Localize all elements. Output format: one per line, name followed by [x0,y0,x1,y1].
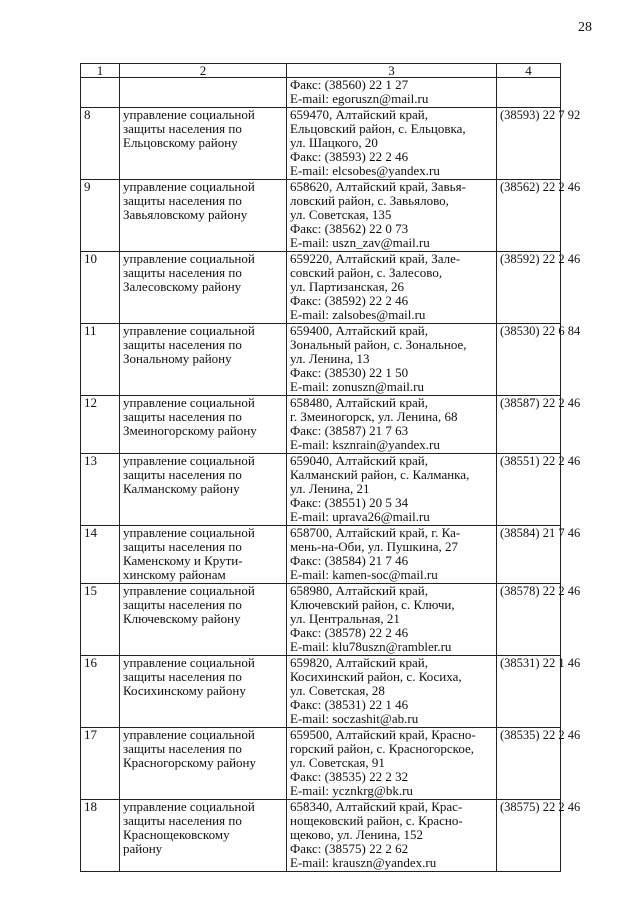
department-name-line: защиты населения по [123,265,242,280]
address-line: E-mail: soczashit@ab.ru [290,711,419,726]
department-name-line: защиты населения по [123,539,242,554]
department-name-cell [120,252,287,324]
address-line: E-mail: uszn_zav@mail.ru [290,235,430,250]
department-name-line: Красногорскому району [123,755,257,770]
department-name-cell [120,584,287,656]
address-line: ул. Советская, 135 [290,207,392,222]
department-name-line: Краснощековскому [123,827,230,842]
address-line: горский район, с. Красногорское, [290,741,474,756]
address-line: Факс: (38551) 20 5 34 [290,495,409,510]
department-name-cell [120,108,287,180]
address-line: E-mail: uprava26@mail.ru [290,509,430,524]
address-line: ул. Ленина, 13 [290,351,370,366]
column-header-1: 1 [81,64,120,78]
table-row [81,180,561,252]
address-line: 659400, Алтайский край, [290,323,428,338]
address-cell [287,180,497,252]
department-name-cell [120,800,287,872]
address-line: ловский район, с. Завьялово, [290,193,449,208]
address-cell [287,108,497,180]
address-line: мень-на-Оби, ул. Пушкина, 27 [290,539,459,554]
department-name-cell [120,526,287,584]
address-line: Калманский район, с. Калманка, [290,467,470,482]
department-name-line: защиты населения по [123,193,242,208]
department-name-cell [120,180,287,252]
address-line: 659820, Алтайский край, [290,655,428,670]
table-row [81,584,561,656]
address-line: Факс: (38592) 22 2 46 [290,293,409,308]
row-number: 9 [81,180,120,252]
continuation-fax: Факс: (38560) 22 1 27 [290,77,409,92]
department-name-cell [120,396,287,454]
address-cell [287,252,497,324]
continuation-email: E-mail: egoruszn@mail.ru [290,91,429,106]
address-line: E-mail: krauszn@yandex.ru [290,855,437,870]
row-number: 8 [81,108,120,180]
address-line: 659220, Алтайский край, Зале- [290,251,461,266]
page-number: 28 [578,20,592,35]
address-line: 658480, Алтайский край, [290,395,428,410]
address-line: 658700, Алтайский край, г. Ка- [290,525,461,540]
address-line: ул. Центральная, 21 [290,611,400,626]
department-name-line: Каменскому и Крути- [123,553,243,568]
address-line: 659040, Алтайский край, [290,453,428,468]
table-row [81,396,561,454]
address-line: Факс: (38575) 22 2 62 [290,841,409,856]
department-name-cell [120,324,287,396]
department-name-line: Калманскому району [123,481,240,496]
department-name-line: управление социальной [123,655,255,670]
table-row [81,656,561,728]
address-line: нощековский район, с. Красно- [290,813,463,828]
table-row [81,108,561,180]
continuation-row [81,78,561,108]
contacts-table [80,63,581,872]
phone-cell: (38575) 22 2 46 [497,800,561,872]
address-line: Ельцовский район, с. Ельцовка, [290,121,466,136]
department-name-line: управление социальной [123,179,255,194]
address-line: ул. Партизанская, 26 [290,279,405,294]
department-name-line: управление социальной [123,583,255,598]
column-header-2: 2 [120,64,287,78]
table-body [81,77,581,872]
address-line: E-mail: klu78uszn@rambler.ru [290,639,452,654]
phone-cell: (38535) 22 2 46 [497,728,561,800]
address-line: ул. Советская, 91 [290,755,385,770]
row-number: 14 [81,526,120,584]
department-name-line: Косихинскому району [123,683,246,698]
address-line: 659470, Алтайский край, [290,107,428,122]
address-line: E-mail: ycznkrg@bk.ru [290,783,413,798]
address-line: Косихинский район, с. Косиха, [290,669,462,684]
department-name-line: району [123,841,163,856]
continuation-num-cell [81,78,120,108]
phone-cell: (38562) 22 2 46 [497,180,561,252]
row-number: 18 [81,800,120,872]
department-name-cell [120,728,287,800]
table-row [81,728,561,800]
department-name-line: управление социальной [123,453,255,468]
row-number: 12 [81,396,120,454]
address-line: 658340, Алтайский край, Крас- [290,799,463,814]
table-row [81,454,561,526]
department-name-line: защиты населения по [123,467,242,482]
column-header-4: 4 [497,64,561,78]
address-line: Зональный район, с. Зональное, [290,337,467,352]
department-name-line: управление социальной [123,107,255,122]
phone-cell: (38593) 22 7 92 [497,108,561,180]
row-number: 13 [81,454,120,526]
department-name-line: защиты населения по [123,337,242,352]
address-line: E-mail: zalsobes@mail.ru [290,307,426,322]
department-name-line: Завьяловскому району [123,207,248,222]
table-header-row [81,64,561,78]
address-line: ул. Шацкого, 20 [290,135,378,150]
address-line: щеково, ул. Ленина, 152 [290,827,424,842]
address-cell [287,454,497,526]
address-line: E-mail: ksznrain@yandex.ru [290,437,440,452]
continuation-phone-cell [497,78,561,108]
address-line: E-mail: elcsobes@yandex.ru [290,163,440,178]
table-row [81,324,561,396]
column-header-3: 3 [287,64,497,78]
address-line: ул. Советская, 28 [290,683,385,698]
phone-cell: (38551) 22 2 46 [497,454,561,526]
address-line: совский район, с. Залесово, [290,265,443,280]
department-name-line: Ельцовскому району [123,135,238,150]
department-name-line: управление социальной [123,395,255,410]
address-line: 658980, Алтайский край, [290,583,428,598]
department-name-line: Змеиногорскому району [123,423,257,438]
department-name-line: защиты населения по [123,409,242,424]
address-line: Факс: (38535) 22 2 32 [290,769,409,784]
address-line: Факс: (38578) 22 2 46 [290,625,409,640]
department-name-line: управление социальной [123,323,255,338]
address-line: Факс: (38593) 22 2 46 [290,149,409,164]
address-line: 658620, Алтайский край, Завья- [290,179,466,194]
address-line: E-mail: kamen-soc@mail.ru [290,567,438,582]
department-name-line: Зональному району [123,351,232,366]
table-row [81,526,561,584]
address-line: Факс: (38587) 21 7 63 [290,423,409,438]
row-number: 10 [81,252,120,324]
phone-cell: (38592) 22 2 46 [497,252,561,324]
department-name-line: защиты населения по [123,669,242,684]
department-name-line: управление социальной [123,799,255,814]
address-cell [287,800,497,872]
department-name-line: хинскому районам [123,567,226,582]
address-line: Факс: (38530) 22 1 50 [290,365,409,380]
department-name-line: Залесовскому району [123,279,242,294]
phone-cell: (38587) 22 2 46 [497,396,561,454]
department-name-cell [120,454,287,526]
department-name-cell [120,656,287,728]
row-number: 17 [81,728,120,800]
address-cell [287,728,497,800]
phone-cell: (38584) 21 7 46 [497,526,561,584]
row-number: 15 [81,584,120,656]
phone-cell: (38531) 22 1 46 [497,656,561,728]
table-row [81,800,561,872]
row-number: 16 [81,656,120,728]
address-line: Факс: (38584) 21 7 46 [290,553,409,568]
address-line: Факс: (38531) 22 1 46 [290,697,409,712]
phone-cell: (38578) 22 2 46 [497,584,561,656]
department-name-line: защиты населения по [123,813,242,828]
department-name-line: защиты населения по [123,597,242,612]
address-cell [287,656,497,728]
address-cell [287,396,497,454]
address-line: г. Змеиногорск, ул. Ленина, 68 [290,409,458,424]
address-line: 659500, Алтайский край, Красно- [290,727,476,742]
address-cell [287,584,497,656]
continuation-name-cell [120,78,287,108]
department-name-line: управление социальной [123,727,255,742]
row-number: 11 [81,324,120,396]
address-line: E-mail: zonuszn@mail.ru [290,379,424,394]
address-line: ул. Ленина, 21 [290,481,370,496]
department-name-line: защиты населения по [123,121,242,136]
continuation-address-cell [287,78,497,108]
department-name-line: защиты населения по [123,741,242,756]
department-name-line: Ключевскому району [123,611,241,626]
address-cell [287,526,497,584]
department-name-line: управление социальной [123,525,255,540]
phone-cell: (38530) 22 6 84 [497,324,561,396]
department-name-line: управление социальной [123,251,255,266]
address-cell [287,324,497,396]
address-line: Факс: (38562) 22 0 73 [290,221,409,236]
table-row [81,252,561,324]
address-line: Ключевский район, с. Ключи, [290,597,455,612]
